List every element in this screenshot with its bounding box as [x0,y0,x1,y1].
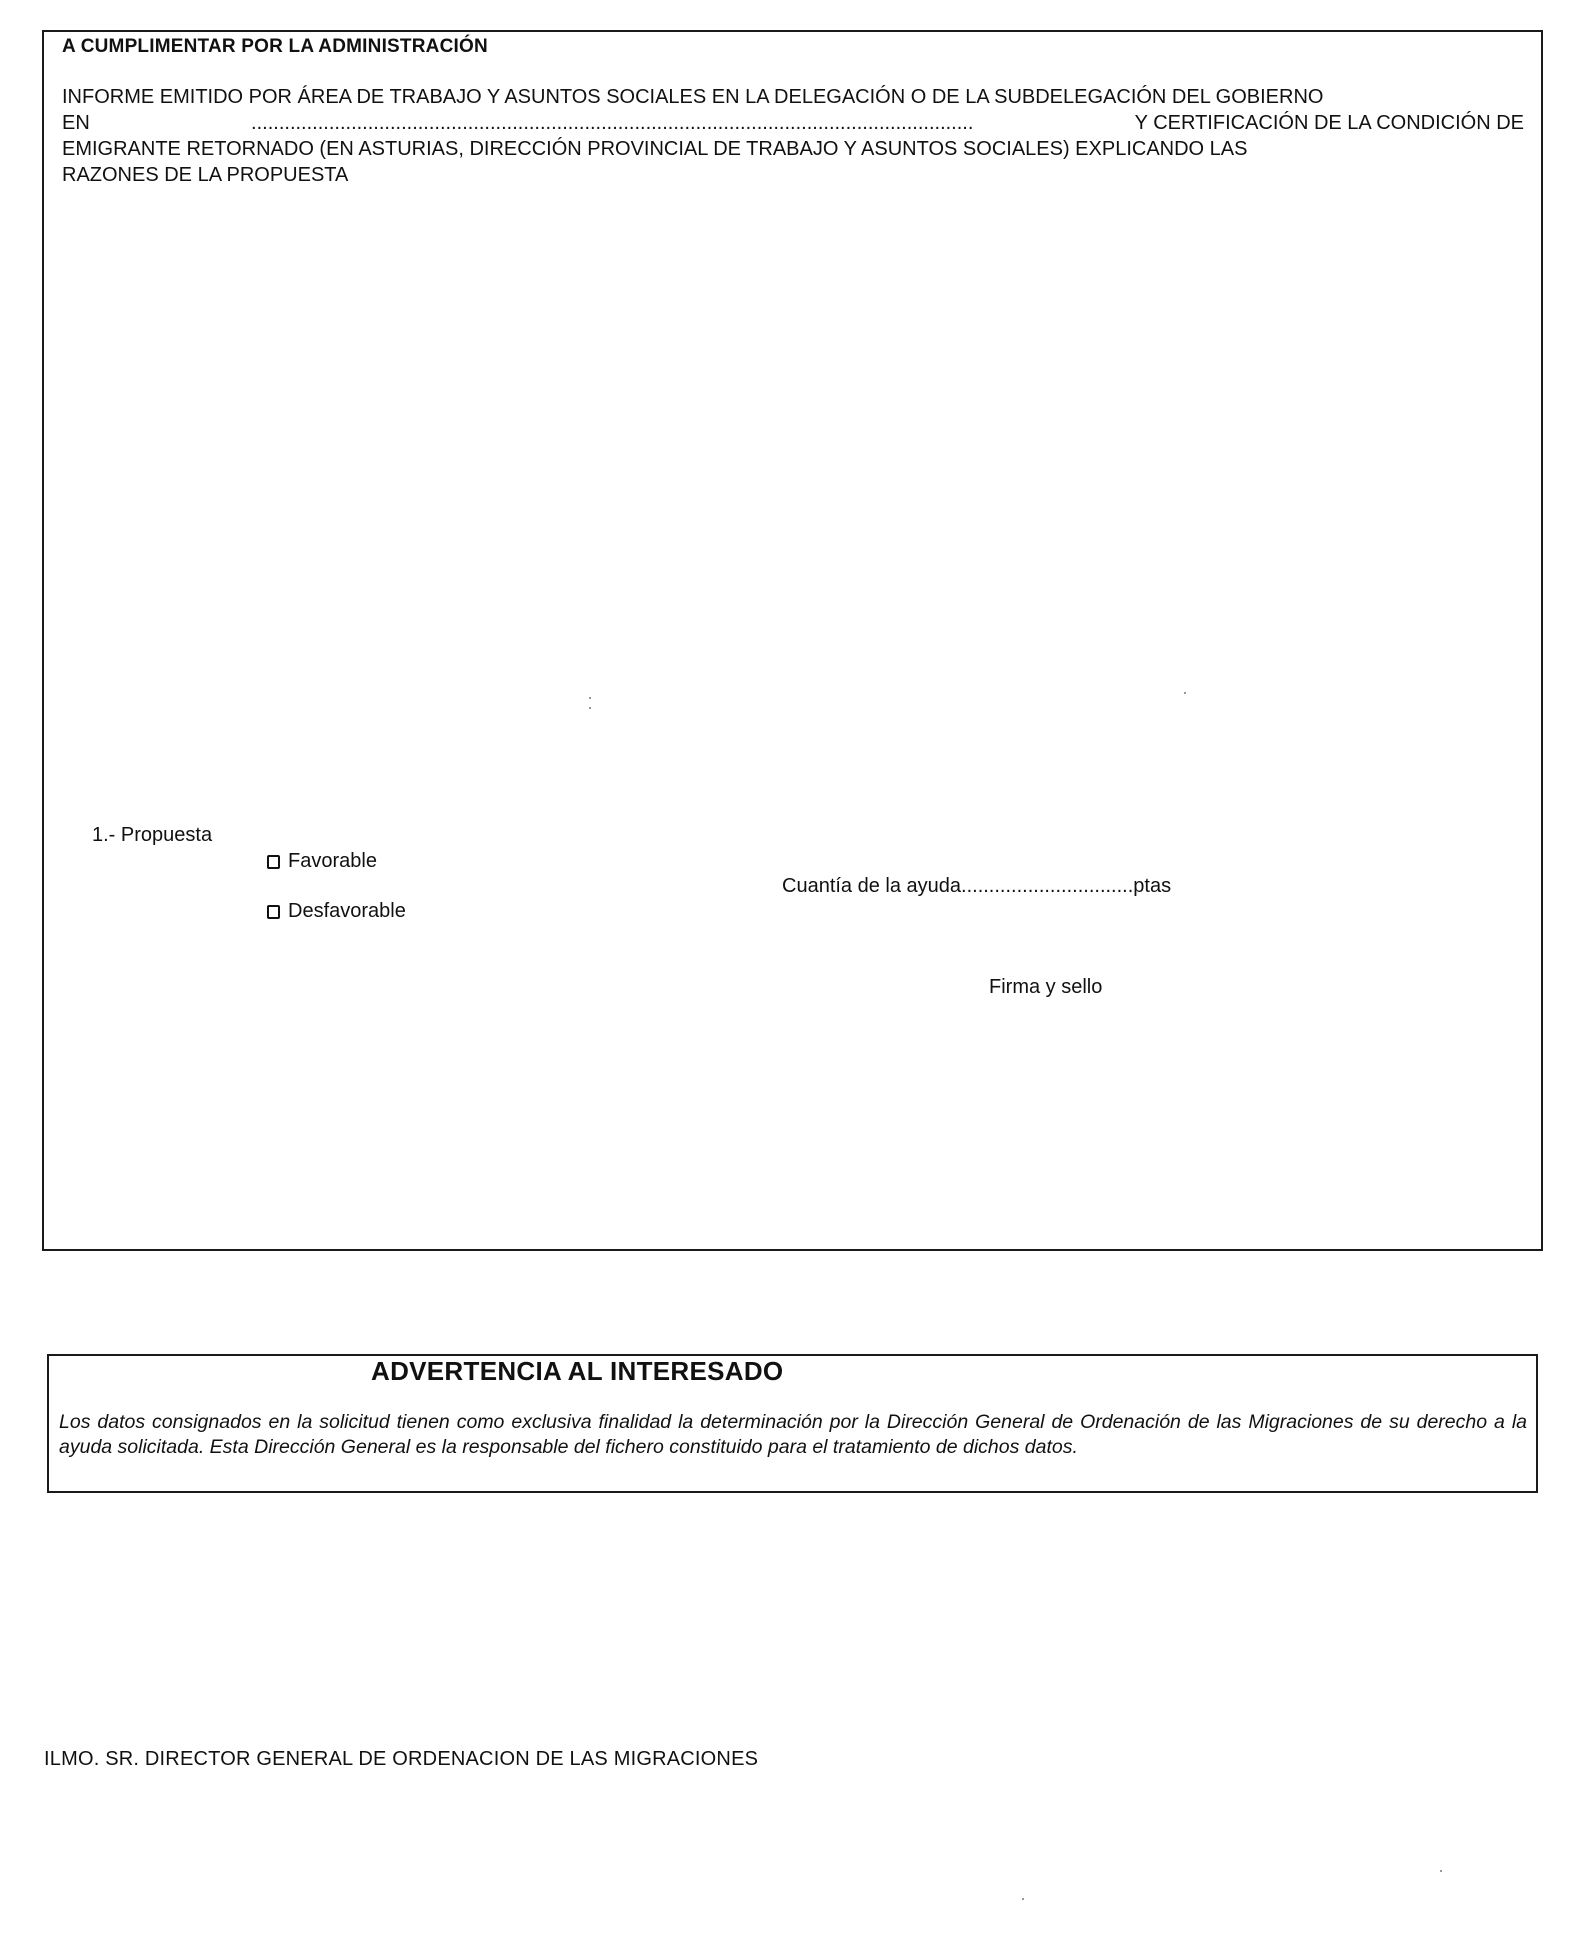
informe-line-1 [62,84,1524,110]
firma-sello-label: Firma y sello [989,976,1103,998]
scan-speck [1022,1898,1024,1900]
admin-section-title: A CUMPLIMENTAR POR LA ADMINISTRACIÓN [62,36,488,57]
scan-speck [589,707,591,709]
scan-speck [1440,1870,1442,1872]
option-desfavorable[interactable] [267,900,406,923]
scan-speck [589,697,591,699]
informe-line-2-dots: .................................................................................................................................. [251,112,974,134]
informe-line-2-end: Y CERTIFICACIÓN DE LA CONDICIÓN DE [1134,112,1524,134]
scan-speck [1184,692,1186,694]
addressee: ILMO. SR. DIRECTOR GENERAL DE ORDENACION DE LAS MIGRACIONES [44,1748,759,1770]
informe-line-1-text: INFORME EMITIDO POR ÁREA DE TRABAJO Y ASUNTOS SOCIALES EN LA DELEGACIÓN O DE LA SUBDELEGACIÓN DEL GOBIERNO [62,86,1324,108]
warning-title: ADVERTENCIA AL INTERESADO [371,1356,784,1386]
informe-line-3-text: EMIGRANTE RETORNADO (EN ASTURIAS, DIRECCIÓN PROVINCIAL DE TRABAJO Y ASUNTOS SOCIALES) EXPLICANDO LAS [62,138,1248,160]
option-favorable-label: Favorable [288,850,377,872]
informe-line-3 [62,136,1524,162]
option-desfavorable-label: Desfavorable [288,900,406,922]
informe-line-4: RAZONES DE LA PROPUESTA [62,164,349,186]
checkbox-favorable[interactable] [267,855,280,869]
informe-line-2-start: EN [62,112,90,134]
warning-box [47,1354,1538,1493]
informe-text [62,84,1524,188]
cuantia-field[interactable]: Cuantía de la ayuda...............................ptas [782,875,1172,897]
propuesta-label: 1.- Propuesta [92,824,213,846]
admin-section [42,30,1543,1251]
informe-line-2 [62,110,1524,136]
warning-text: Los datos consignados en la solicitud tienen como exclusiva finalidad la determinación por la Dirección General de Ordenación de las Migraciones de su derecho a la ayuda solicitada. Esta Dirección General es la responsable del fichero constituido para el tratamiento de dichos datos. [59,1411,1527,1458]
checkbox-desfavorable[interactable] [267,905,280,919]
option-favorable[interactable] [267,850,377,873]
